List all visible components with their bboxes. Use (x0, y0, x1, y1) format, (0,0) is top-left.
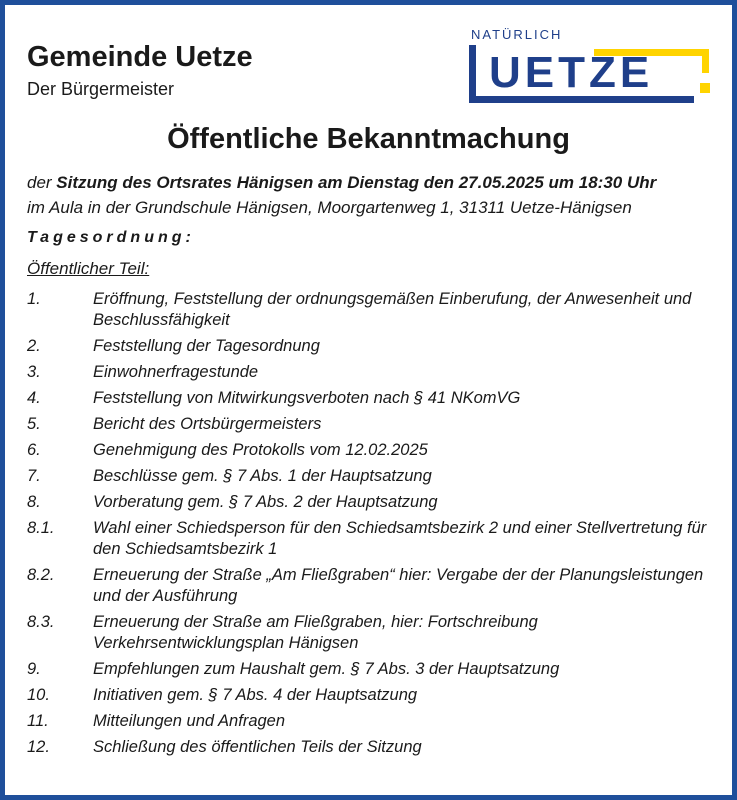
notice-title: Öffentliche Bekanntmachung (167, 123, 570, 155)
agenda-item-number: 12. (27, 738, 50, 756)
agenda-item (27, 414, 717, 435)
agenda-item (27, 565, 717, 607)
agenda-item-number: 1. (27, 290, 41, 308)
agenda-item (27, 388, 717, 409)
agenda-item-number: 8.3. (27, 613, 55, 631)
agenda-item-number: 8.2. (27, 566, 55, 584)
agenda-item-text: Einwohnerfragestunde (93, 363, 259, 381)
logo-word: UETZE (489, 48, 654, 97)
agenda-list (27, 289, 717, 763)
agenda-item (27, 737, 717, 758)
org-role: Der Bürgermeister (27, 79, 175, 99)
agenda-item (27, 711, 717, 732)
agenda-item-number: 5. (27, 415, 41, 433)
agenda-item-number: 2. (27, 337, 41, 355)
org-name: Gemeinde Uetze (27, 41, 253, 73)
agenda-item (27, 289, 717, 331)
agenda-item-number: 8.1. (27, 519, 55, 537)
agenda-item (27, 518, 717, 560)
agenda-item-text: Wahl einer Schiedsperson für den Schiedsamtsbezirk 2 und einer Stellvertretung für den Schiedsamtsbezirk 1 (93, 519, 707, 558)
agenda-item-number: 8. (27, 493, 41, 511)
logo-yellow-side (702, 49, 709, 73)
agenda-item-text: Initiativen gem. § 7 Abs. 4 der Hauptsatzung (93, 686, 418, 704)
agenda-item-text: Schließung des öffentlichen Teils der Sitzung (93, 738, 422, 756)
agenda-item-number: 4. (27, 389, 41, 407)
agenda-item-text: Erneuerung der Straße am Fließgraben, hier: Fortschreibung Verkehrsentwicklungsplan Hänigsen (93, 613, 538, 652)
agenda-item-text: Genehmigung des Protokolls vom 12.02.2025 (93, 441, 428, 459)
agenda-item (27, 336, 717, 357)
agenda-item (27, 659, 717, 680)
logo-tagline: NATÜRLICH (471, 27, 563, 42)
agenda-item (27, 492, 717, 513)
public-part-heading: Öffentlicher Teil: (27, 259, 150, 278)
agenda-item-text: Erneuerung der Straße „Am Fließgraben“ hier: Vergabe der der Planungsleistungen und der Ausführung (93, 566, 704, 605)
agenda-item-text: Eröffnung, Feststellung der ordnungsgemäßen Einberufung, der Anwesenheit und Beschlussfähigkeit (93, 290, 692, 329)
agenda-item-number: 9. (27, 660, 41, 678)
agenda-item-number: 10. (27, 686, 50, 704)
agenda-item-text: Feststellung von Mitwirkungsverboten nach § 41 NKomVG (93, 389, 521, 407)
agenda-item (27, 612, 717, 654)
session-prefix: der (27, 173, 57, 192)
agenda-item-text: Beschlüsse gem. § 7 Abs. 1 der Hauptsatzung (93, 467, 432, 485)
uetze-logo (469, 27, 711, 109)
agenda-item-text: Mitteilungen und Anfragen (93, 712, 286, 730)
agenda-item-number: 7. (27, 467, 41, 485)
agenda-heading: Tagesordnung: (27, 229, 195, 246)
venue-line: im Aula in der Grundschule Hänigsen, Moorgartenweg 1, 31311 Uetze-Hänigsen (27, 198, 632, 217)
agenda-item (27, 362, 717, 383)
session-line (27, 173, 656, 193)
agenda-item-number: 11. (27, 712, 49, 730)
agenda-item-text: Vorberatung gem. § 7 Abs. 2 der Hauptsatzung (93, 493, 438, 511)
agenda-item-number: 6. (27, 441, 41, 459)
session-details: Sitzung des Ortsrates Hänigsen am Dienstag den 27.05.2025 um 18:30 Uhr (56, 173, 657, 192)
agenda-item-text: Bericht des Ortsbürgermeisters (93, 415, 322, 433)
agenda-item (27, 466, 717, 487)
agenda-item-number: 3. (27, 363, 41, 381)
agenda-item (27, 440, 717, 461)
logo-yellow-dot (700, 83, 710, 93)
agenda-item-text: Empfehlungen zum Haushalt gem. § 7 Abs. 3 der Hauptsatzung (93, 660, 560, 678)
agenda-item-text: Feststellung der Tagesordnung (93, 337, 320, 355)
agenda-item (27, 685, 717, 706)
